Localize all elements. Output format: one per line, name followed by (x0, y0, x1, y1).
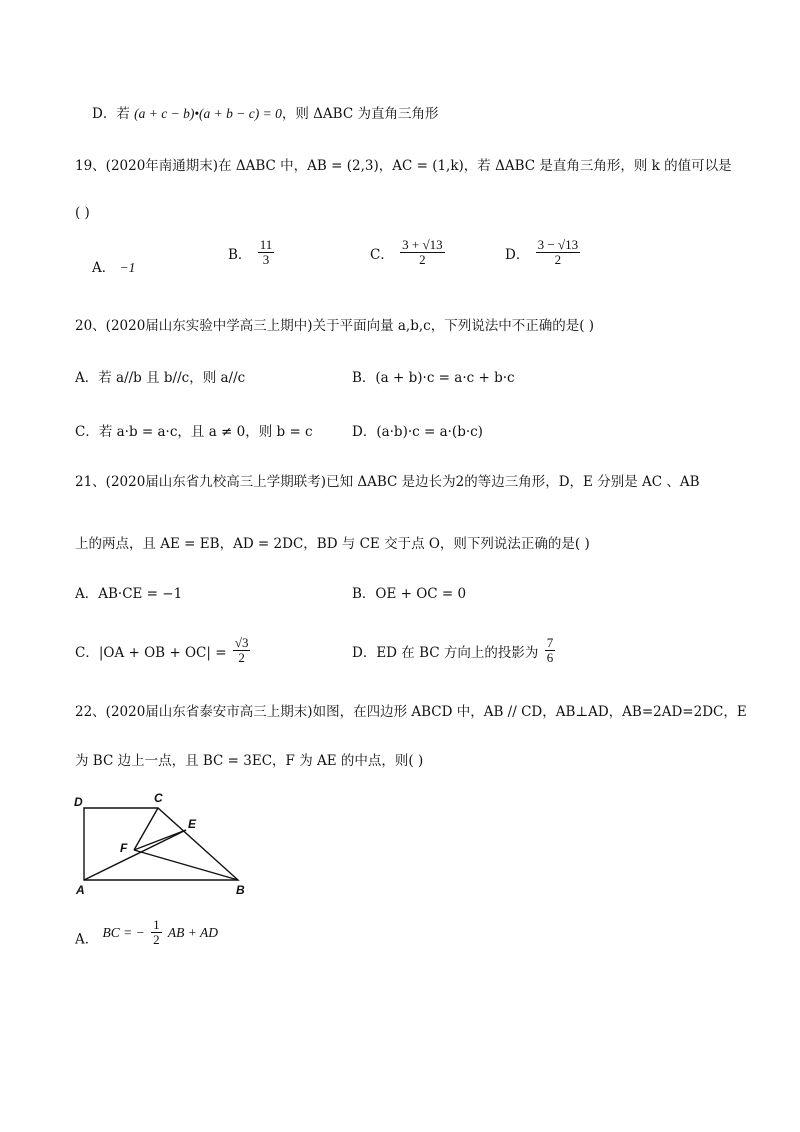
q18-option-d-label: D． (92, 106, 117, 122)
q19-option-b-fraction (258, 238, 275, 268)
q21-option-c-den: 2 (238, 650, 245, 666)
q21-option-d (352, 636, 557, 666)
q22-option-a-den: 2 (153, 932, 160, 948)
q22-stem-line1: 22、(2020届山东省泰安市高三上期末)如图，在四边形 ABCD 中，AB // CD，AB⊥AD，AB=2AD=2DC，E (75, 704, 747, 720)
q19-stem-line1: 19、(2020年南通期末)在 ΔABC 中，AB = (2,3)，AC = (1,k)，若 ΔABC 是直角三角形，则 k 的值可以是 (75, 158, 732, 174)
q19-option-b (228, 238, 276, 268)
figure-label-d: D (74, 795, 83, 809)
q19-option-a (92, 256, 135, 276)
q22-option-a (75, 918, 218, 948)
q21-stem-line1: 21、(2020届山东省九校高三上学期联考)已知 ΔABC 是边长为2的等边三角形，D，E 分别是 AC 、AB (75, 474, 700, 490)
q19-option-c-label: C． (370, 246, 394, 263)
segment-ae (84, 830, 186, 880)
segment-fe (134, 830, 186, 850)
q21-stem-line2: 上的两点，且 AE = EB，AD = 2DC，BD 与 CE 交于点 O，则下列说法正确的是( ) (75, 536, 590, 552)
q19-option-c-num: 3 + √13 (402, 237, 443, 252)
q21-option-d-num: 7 (546, 635, 554, 650)
figure-label-f: F (120, 841, 128, 855)
q19-option-a-value: −1 (119, 260, 136, 275)
q19-option-b-label: B． (228, 246, 252, 263)
q19-option-d (505, 238, 582, 268)
q21-option-b: B．OE + OC = 0 (352, 586, 467, 602)
q21-option-d-fraction (545, 636, 556, 666)
q18-option-d (92, 106, 438, 122)
q18-option-d-expr: (a + c − b)•(a + b − c) = 0 (134, 106, 282, 121)
q19-option-d-den: 2 (554, 252, 562, 268)
q19-option-c (370, 238, 447, 268)
q22-option-a-expr-post: AB + AD (167, 924, 218, 940)
q22-option-a-expr-pre: BC = − (102, 924, 145, 940)
q18-option-d-post: ，则 ΔABC 为直角三角形 (281, 106, 439, 122)
q20-stem: 20、(2020届山东实验中学高三上期中)关于平面向量 a,b,c，下列说法中不正确的是( ) (75, 318, 595, 334)
q21-option-c (75, 636, 252, 666)
q22-option-a-fraction (151, 918, 162, 948)
q19-option-d-num: 3 − √13 (537, 237, 579, 252)
q21-option-d-pre: D．ED 在 BC 方向上的投影为 (352, 644, 539, 661)
q22-option-a-label: A． (75, 931, 99, 948)
q22-stem-line2: 为 BC 边上一点，且 BC = 3EC，F 为 AE 的中点，则( ) (75, 753, 424, 769)
figure-label-b: B (236, 883, 245, 897)
segment-fb (134, 850, 238, 880)
figure-label-a: A (76, 883, 85, 897)
q19-option-b-num: 11 (259, 237, 273, 252)
q20-option-c: C．若 a·b = a·c，且 a ≠ 0，则 b = c (75, 424, 313, 440)
q21-option-c-fraction (233, 636, 251, 666)
q21-option-a: A．AB·CE = −1 (75, 586, 183, 602)
q19-option-c-fraction (400, 238, 444, 268)
q19-option-d-fraction (536, 238, 580, 268)
q22-option-a-num: 1 (153, 917, 160, 932)
q19-option-c-den: 2 (419, 252, 426, 268)
q21-option-d-den: 6 (546, 650, 554, 666)
quadrilateral-figure (72, 790, 272, 902)
segment-cf (134, 808, 158, 850)
q19-option-b-den: 3 (262, 252, 270, 268)
q19-stem-line2: ( ) (75, 205, 90, 221)
q20-option-a: A．若 a//b 且 b//c，则 a//c (75, 370, 246, 386)
q19-option-a-label: A． (92, 260, 116, 276)
figure-label-c: C (154, 791, 163, 805)
q20-option-b: B．(a + b)·c = a·c + b·c (352, 370, 515, 386)
q21-option-c-pre: C．|OA + OB + OC| = (75, 644, 227, 661)
q21-option-c-num: √3 (234, 635, 249, 650)
q19-option-d-label: D． (505, 246, 530, 263)
figure-label-e: E (188, 817, 197, 831)
q18-option-d-pre: 若 (116, 106, 130, 122)
q20-option-d: D．(a·b)·c = a·(b·c) (352, 424, 483, 440)
